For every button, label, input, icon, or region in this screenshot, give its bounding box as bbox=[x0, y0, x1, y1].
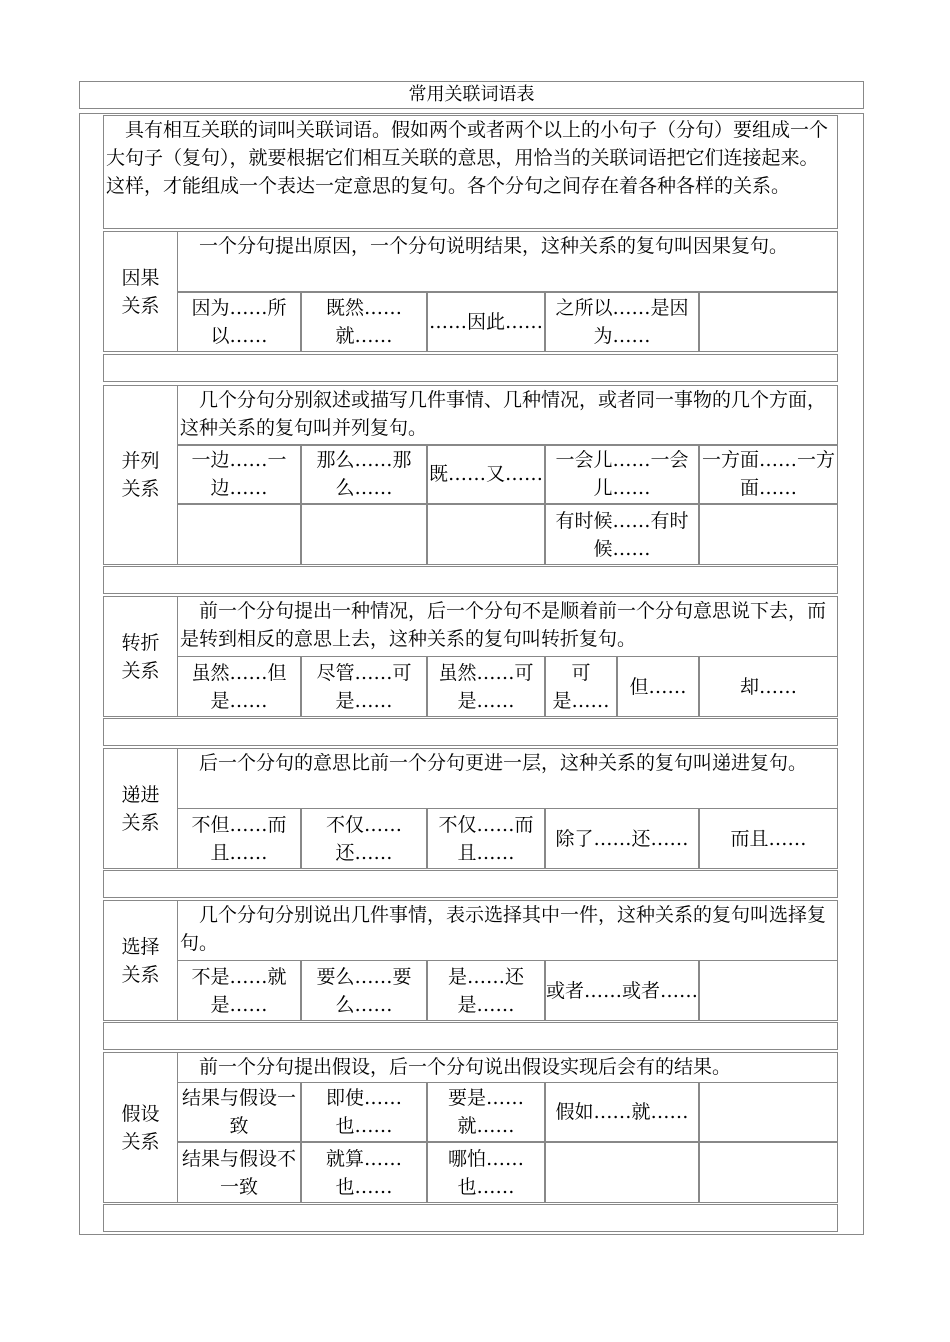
section-label: 假设关系 bbox=[104, 1053, 178, 1202]
connective-cell: 结果与假设不一致 bbox=[177, 1142, 301, 1203]
section-description: 前一个分句提出假设，后一个分句说出假设实现后会有的结果。 bbox=[178, 1053, 837, 1083]
connective-cell bbox=[427, 504, 545, 565]
connective-cell bbox=[699, 1082, 838, 1142]
connective-cell bbox=[301, 504, 427, 565]
connective-cell: 假如……就…… bbox=[545, 1082, 699, 1142]
connective-cell bbox=[699, 504, 838, 565]
section-description: 前一个分句提出一种情况，后一个分句不是顺着前一个分句意思说下去，而是转到相反的意思上去，这种关系的复句叫转折复句。 bbox=[178, 597, 837, 657]
section-spacer bbox=[103, 1204, 838, 1232]
connective-cell: 却…… bbox=[699, 656, 838, 717]
connective-cell: 但…… bbox=[617, 656, 699, 717]
connective-cell: 虽然……可是…… bbox=[427, 656, 545, 717]
connective-cell: 一方面……一方面…… bbox=[699, 444, 838, 504]
table-title: 常用关联词语表 bbox=[79, 81, 864, 109]
connective-cell: 因为……所以…… bbox=[177, 292, 301, 352]
connective-cell: 既然……就…… bbox=[301, 292, 427, 352]
connective-cell: 即使……也…… bbox=[301, 1082, 427, 1142]
section-description: 一个分句提出原因，一个分句说明结果，这种关系的复句叫因果复句。 bbox=[178, 232, 837, 292]
connective-cell: 不但……而且…… bbox=[177, 808, 301, 869]
connective-cell: 那么……那么…… bbox=[301, 444, 427, 504]
connective-cell: 哪怕……也…… bbox=[427, 1142, 545, 1203]
connective-cell bbox=[699, 292, 838, 352]
connective-cell: 有时候……有时候…… bbox=[545, 504, 699, 565]
connective-cell: 之所以……是因为…… bbox=[545, 292, 699, 352]
connective-cell: 要么……要么…… bbox=[301, 960, 427, 1021]
connective-cell: 而且…… bbox=[699, 808, 838, 869]
connective-cell: 不仅……而且…… bbox=[427, 808, 545, 869]
connective-cell: 一会儿……一会儿…… bbox=[545, 444, 699, 504]
section-description: 几个分句分别叙述或描写几件事情、几种情况，或者同一事物的几个方面，这种关系的复句叫并列复句。 bbox=[178, 386, 837, 446]
connective-cell: 结果与假设一致 bbox=[177, 1082, 301, 1142]
connective-cell: 可是…… bbox=[545, 656, 617, 717]
connective-cell bbox=[545, 1142, 699, 1203]
connective-cell: 要是……就…… bbox=[427, 1082, 545, 1142]
connective-cell: 就算……也…… bbox=[301, 1142, 427, 1203]
section-spacer bbox=[103, 718, 838, 746]
section-spacer bbox=[103, 354, 838, 382]
intro-paragraph: 具有相互关联的词叫关联词语。假如两个或者两个以上的小句子（分句）要组成一个大句子（复句），就要根据它们相互关联的意思，用恰当的关联词语把它们连接起来。这样，才能组成一个表达一定意思的复句。各个分句之间存在着各种各样的关系。 bbox=[103, 115, 838, 229]
section-label: 选择关系 bbox=[104, 901, 178, 1020]
connective-cell: ……因此…… bbox=[427, 292, 545, 352]
connective-cell: 或者……或者…… bbox=[545, 960, 699, 1021]
section-label: 因果关系 bbox=[104, 232, 178, 351]
connective-cell: 一边……一边…… bbox=[177, 444, 301, 504]
section-label: 转折关系 bbox=[104, 597, 178, 716]
section-label: 递进关系 bbox=[104, 749, 178, 868]
connective-cell bbox=[177, 504, 301, 565]
connective-cell: 除了……还…… bbox=[545, 808, 699, 869]
section-spacer bbox=[103, 1022, 838, 1050]
connective-cell: 不是……就是…… bbox=[177, 960, 301, 1021]
connective-cell bbox=[699, 1142, 838, 1203]
section-description: 后一个分句的意思比前一个分句更进一层，这种关系的复句叫递进复句。 bbox=[178, 749, 837, 809]
section-spacer bbox=[103, 870, 838, 898]
connective-cell: 不仅……还…… bbox=[301, 808, 427, 869]
connective-cell: 既……又…… bbox=[427, 444, 545, 504]
section-spacer bbox=[103, 566, 838, 594]
connective-cell: 尽管……可是…… bbox=[301, 656, 427, 717]
connective-cell: 虽然……但是…… bbox=[177, 656, 301, 717]
connective-cell: 是……还是…… bbox=[427, 960, 545, 1021]
word-table bbox=[77, 79, 866, 1237]
section-description: 几个分句分别说出几件事情，表示选择其中一件，这种关系的复句叫选择复句。 bbox=[178, 901, 837, 961]
connective-cell bbox=[699, 960, 838, 1021]
section-label: 并列关系 bbox=[104, 386, 178, 564]
